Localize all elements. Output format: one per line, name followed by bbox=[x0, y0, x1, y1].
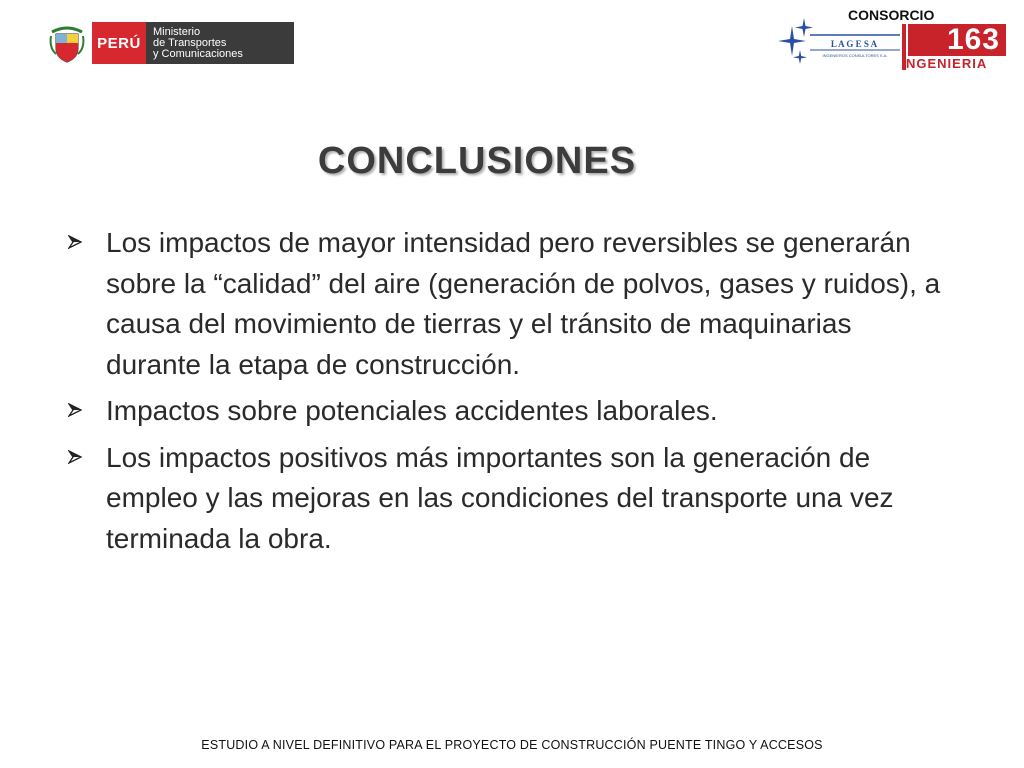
bullet-text: Los impactos positivos más importantes son la generación de empleo y las mejoras en las condiciones del transporte una vez terminada la obra. bbox=[106, 441, 894, 554]
ministry-line-2: de Transportes bbox=[153, 36, 227, 49]
ministry-name bbox=[146, 22, 294, 64]
ministry-line-3: y Comunicaciones bbox=[153, 47, 243, 60]
arrowhead-bullet-icon bbox=[68, 223, 106, 254]
list-item bbox=[68, 438, 968, 560]
compass-stars-icon bbox=[778, 18, 813, 64]
ministry-logo bbox=[48, 22, 294, 64]
ministry-line-1: Ministerio bbox=[153, 25, 201, 38]
lagesa-text: L A G E S A bbox=[830, 39, 878, 49]
peru-label: PERÚ bbox=[92, 22, 146, 64]
consortium-label: CONSORCIO bbox=[848, 7, 935, 23]
list-item bbox=[68, 391, 968, 432]
conclusions-list bbox=[68, 223, 968, 565]
lagesa-subtext: INGENIEROS CONSULTORES S.A. bbox=[822, 53, 888, 58]
footer-text: ESTUDIO A NIVEL DEFINITIVO PARA EL PROYECTO DE CONSTRUCCIÓN PUENTE TINGO Y ACCESOS bbox=[201, 738, 823, 752]
bullet-text: Impactos sobre potenciales accidentes laborales. bbox=[106, 395, 718, 426]
peru-coat-of-arms-icon bbox=[48, 22, 86, 64]
i63-text: NGENIERIA bbox=[906, 56, 988, 71]
bullet-text: Los impactos de mayor intensidad pero reversibles se generarán sobre la “calidad” del aire (generación de polvos, gases y ruidos), a causa del movimiento de tierras y el tránsito de maquinarias durante la etapa de construcción. bbox=[106, 227, 941, 380]
arrowhead-bullet-icon bbox=[68, 438, 106, 469]
slide-title: CONCLUSIONES bbox=[317, 140, 637, 182]
arrowhead-bullet-icon bbox=[68, 391, 106, 422]
list-item bbox=[68, 223, 968, 385]
i63-number: 163 bbox=[908, 24, 1006, 56]
lagesa-logo bbox=[776, 18, 902, 68]
i63-logo bbox=[902, 24, 1006, 72]
